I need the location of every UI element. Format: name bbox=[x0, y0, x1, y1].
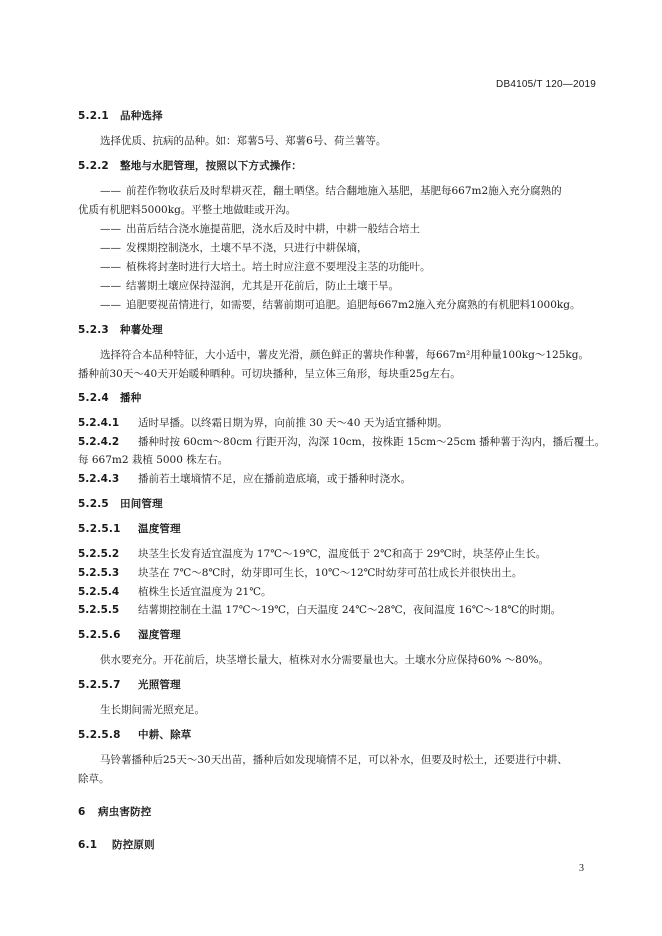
section-number: 5.2.5.8 bbox=[78, 729, 121, 741]
list-item-text: 结薯期土壤应保持湿润，尤其是开花前后，防止土壤干旱。 bbox=[126, 280, 399, 292]
section-number: 5.2.2 bbox=[78, 160, 109, 172]
paragraph: 马铃薯播种后25天～30天出苗，播种后如发现墒情不足，可以补水，但要及时松土，还要进行中耕、 bbox=[100, 754, 568, 766]
section-title: 播种 bbox=[120, 392, 142, 404]
section-title: 种薯处理 bbox=[120, 324, 163, 336]
section-heading-5-2-5-6 bbox=[78, 628, 181, 642]
item-number: 5.2.4.3 bbox=[78, 473, 120, 485]
section-title: 湿度管理 bbox=[138, 629, 181, 641]
dash-marker: —— bbox=[100, 280, 121, 292]
item-number: 5.2.5.2 bbox=[78, 548, 120, 560]
list-item-continuation: 优质有机肥料5000kg。平整土地做畦或开沟。 bbox=[78, 204, 297, 216]
section-heading-6-1 bbox=[78, 838, 155, 852]
numbered-item bbox=[78, 603, 561, 617]
paragraph-continuation: 播种前30天～40天开始暖种晒种。可切块播种，呈立体三角形，每块重25g左右。 bbox=[78, 368, 461, 380]
section-title: 整地与水肥管理，按照以下方式操作： bbox=[120, 160, 302, 172]
list-item bbox=[100, 241, 368, 255]
paragraph: 选择优质、抗病的品种。如：郑薯5号、郑薯6号、荷兰薯等。 bbox=[100, 135, 387, 147]
item-number: 5.2.4.2 bbox=[78, 436, 120, 448]
numbered-item bbox=[78, 547, 546, 561]
dash-marker: —— bbox=[100, 185, 121, 197]
section-number: 5.2.5.1 bbox=[78, 523, 121, 535]
section-title: 中耕、除草 bbox=[138, 729, 192, 741]
item-text: 植株生长适宜温度为 21℃。 bbox=[138, 586, 272, 598]
section-number: 5.2.5.7 bbox=[78, 679, 121, 691]
section-number: 6 bbox=[78, 806, 86, 818]
document-id: DB4105/T 120—2019 bbox=[496, 79, 596, 90]
numbered-item bbox=[78, 472, 411, 486]
section-title: 病虫害防控 bbox=[98, 806, 152, 818]
item-text: 播前若土壤墒情不足，应在播前造底墒，或于播种时浇水。 bbox=[138, 473, 411, 485]
section-number: 5.2.4 bbox=[78, 392, 109, 404]
item-continuation: 每 667m2 栽植 5000 株左右。 bbox=[78, 454, 229, 466]
section-heading-5-2-4 bbox=[78, 391, 141, 405]
section-number: 5.2.5 bbox=[78, 498, 109, 510]
section-title: 品种选择 bbox=[120, 110, 163, 122]
numbered-item bbox=[78, 585, 271, 599]
item-number: 5.2.5.4 bbox=[78, 586, 120, 598]
dash-marker: —— bbox=[100, 299, 121, 311]
paragraph: 选择符合本品种特征，大小适中，薯皮光滑，颜色鲜正的薯块作种薯，每667m²用种量100kg～125kg。 bbox=[100, 349, 589, 361]
item-number: 5.2.4.1 bbox=[78, 417, 120, 429]
item-text: 结薯期控制在土温 17℃～19℃，白天温度 24℃～28℃，夜间温度 16℃～18℃的时期。 bbox=[138, 604, 562, 616]
list-item bbox=[100, 222, 420, 236]
numbered-item bbox=[78, 416, 448, 430]
section-heading-5-2-1 bbox=[78, 109, 163, 123]
item-text: 播种时按 60cm～80cm 行距开沟，沟深 10cm，按株距 15cm～25cm 播种薯于沟内，播后覆土。 bbox=[138, 436, 606, 448]
section-heading-5-2-2 bbox=[78, 159, 302, 173]
list-item-text: 植株将封垄时进行大培土。培土时应注意不要埋没主茎的功能叶。 bbox=[126, 261, 431, 273]
list-item bbox=[100, 298, 580, 312]
section-heading-5-2-5-1 bbox=[78, 522, 181, 536]
list-item bbox=[100, 184, 562, 198]
section-title: 光照管理 bbox=[138, 679, 181, 691]
item-text: 块茎生长发育适宜温度为 17℃～19℃，温度低于 2℃和高于 29℃时，块茎停止生长。 bbox=[138, 548, 547, 560]
list-item-text: 发棵期控制浇水，土壤不旱不浇，只进行中耕保墒， bbox=[126, 242, 368, 254]
list-item bbox=[100, 279, 399, 293]
section-heading-5-2-5-8 bbox=[78, 728, 192, 742]
section-title: 防控原则 bbox=[112, 839, 155, 851]
list-item bbox=[100, 260, 431, 274]
numbered-item bbox=[78, 566, 522, 580]
item-number: 5.2.5.3 bbox=[78, 567, 120, 579]
item-text: 块茎在 7℃～8℃时，幼芽即可生长，10℃～12℃时幼芽可茁壮成长并很快出土。 bbox=[138, 567, 523, 579]
section-title: 田间管理 bbox=[120, 498, 163, 510]
section-heading-5-2-5-7 bbox=[78, 678, 181, 692]
item-number: 5.2.5.5 bbox=[78, 604, 120, 616]
dash-marker: —— bbox=[100, 242, 121, 254]
section-heading-5-2-5 bbox=[78, 497, 163, 511]
dash-marker: —— bbox=[100, 223, 121, 235]
list-item-text: 前茬作物收获后及时犁耕灭茬，翻土晒垡。结合翻地施入基肥，基肥每667m2施入充分腐熟的 bbox=[126, 185, 562, 197]
paragraph-continuation: 除草。 bbox=[78, 773, 110, 785]
section-heading-6 bbox=[78, 805, 152, 819]
paragraph: 供水要充分。开花前后，块茎增长量大，植株对水分需要量也大。土壤水分应保持60% ～80%。 bbox=[100, 654, 550, 666]
paragraph: 生长期间需光照充足。 bbox=[100, 704, 205, 716]
dash-marker: —— bbox=[100, 261, 121, 273]
list-item-text: 出苗后结合浇水施提苗肥，浇水后及时中耕，中耕一般结合培土 bbox=[126, 223, 420, 235]
section-title: 温度管理 bbox=[138, 523, 181, 535]
list-item-text: 追肥要视苗情进行，如需要，结薯前期可追肥。追肥每667m2施入充分腐熟的有机肥料1000kg。 bbox=[126, 299, 581, 311]
section-heading-5-2-3 bbox=[78, 323, 163, 337]
section-number: 5.2.5.6 bbox=[78, 629, 121, 641]
section-number: 5.2.3 bbox=[78, 324, 109, 336]
numbered-item bbox=[78, 435, 605, 449]
item-text: 适时早播。以终霜日期为界，向前推 30 天～40 天为适宜播种期。 bbox=[138, 417, 448, 429]
section-number: 5.2.1 bbox=[78, 110, 109, 122]
section-number: 6.1 bbox=[78, 839, 98, 851]
page-number: 3 bbox=[579, 863, 584, 874]
